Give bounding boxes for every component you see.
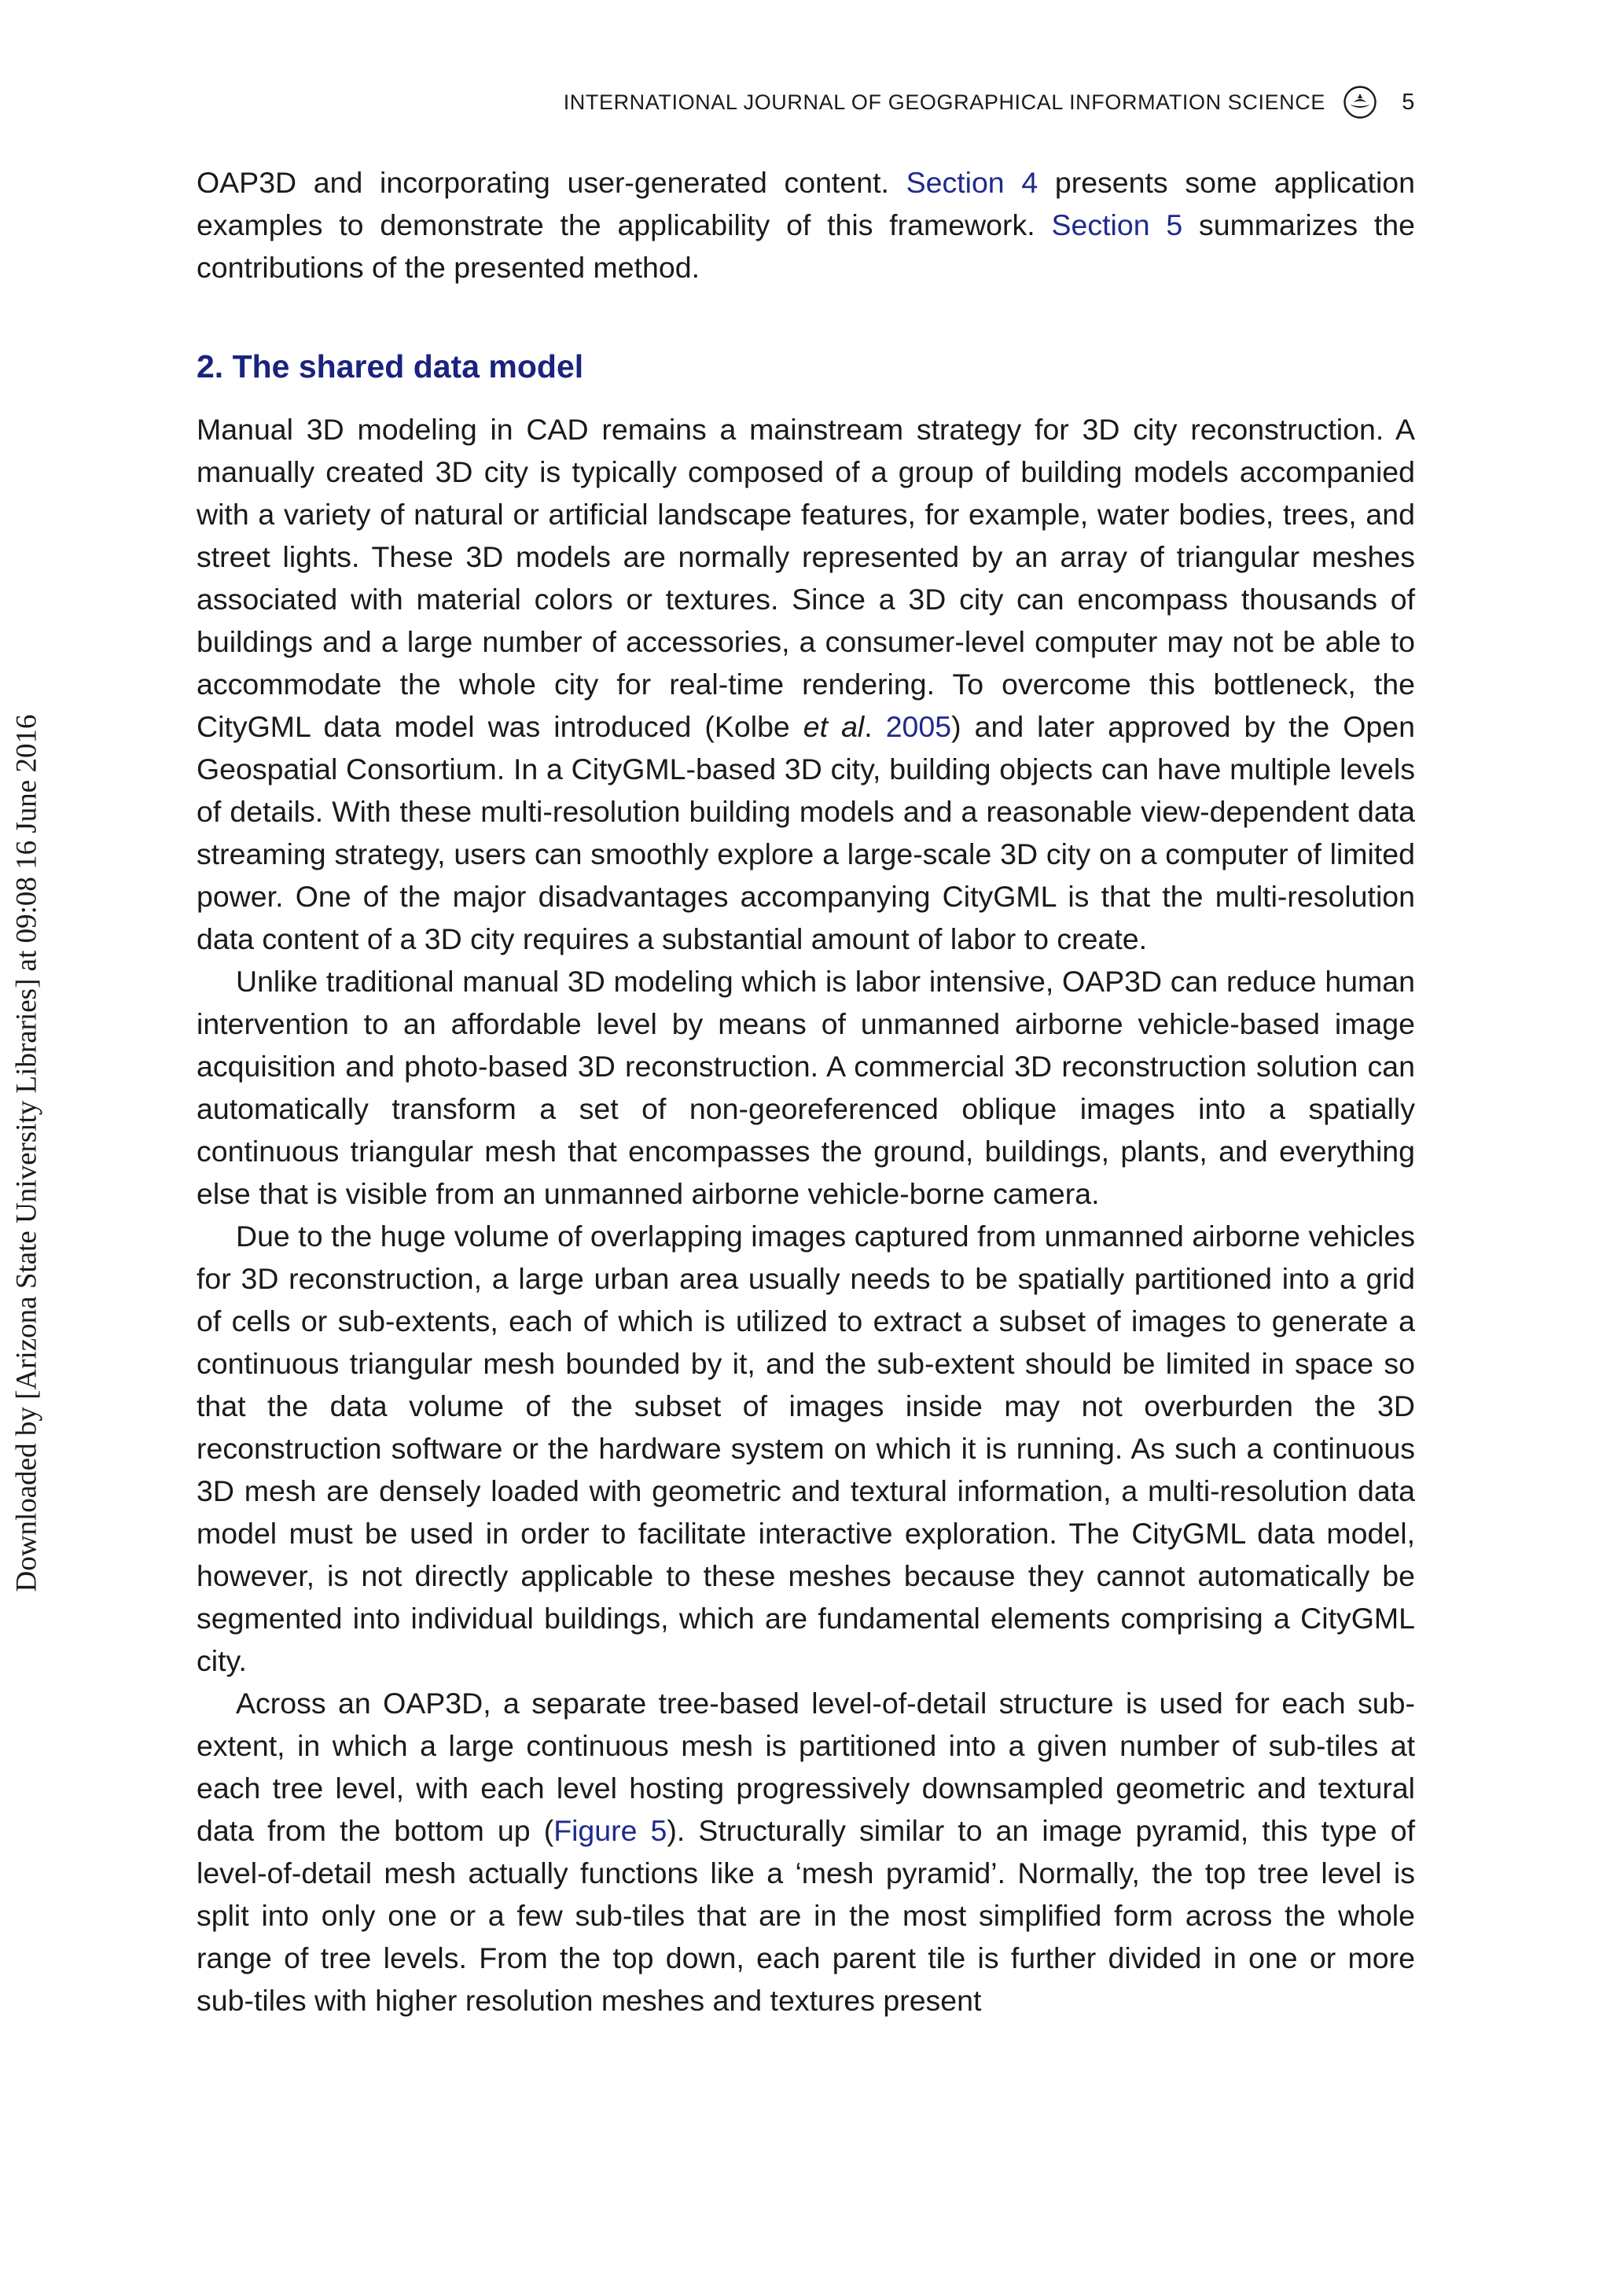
paragraph-1 <box>197 408 1415 960</box>
download-stamp-text: Downloaded by [Arizona State University Libraries] at 09:08 16 June 2016 <box>10 714 43 1591</box>
intro-text-2: presents some application examples to demonstrate the applicability of this framework. <box>197 166 1415 241</box>
section-5-link[interactable]: Section 5 <box>1051 208 1183 241</box>
paragraph-1-text-3: ) and later approved by the Open Geospatial Consortium. In a CityGML-based 3D city, building objects can have multiple levels of details. With these multi-resolution building models and a reasonable view-dependent data streaming strategy, users can smoothly explore a large-scale 3D city on a computer of limited power. One of the major disadvantages accompanying CityGML is that the multi-resolution data content of a 3D city requires a substantial amount of labor to create. <box>197 710 1415 955</box>
paragraph-4 <box>197 1682 1415 2022</box>
intro-paragraph <box>197 161 1415 289</box>
intro-text-1: OAP3D and incorporating user-generated content. <box>197 166 906 199</box>
download-stamp <box>5 657 49 1648</box>
paragraph-4-text-2: ). Structurally similar to an image pyramid, this type of level-of-detail mesh actually functions like a ‘mesh pyramid’. Normally, the top tree level is split into only one or a few sub-tiles that are in the most simplified form across the whole range of tree levels. From the top down, each parent tile is further divided in one or more sub-tiles with higher resolution meshes and textures present <box>197 1814 1415 2017</box>
section-heading: 2. The shared data model <box>197 348 584 385</box>
intro-text-3: summarizes the contributions of the presented method. <box>197 208 1415 284</box>
section-4-link[interactable]: Section 4 <box>906 166 1038 199</box>
paragraph-1-text-2: . <box>864 710 886 743</box>
page-number: 5 <box>1402 89 1415 115</box>
paragraph-1-text-1: Manual 3D modeling in CAD remains a mainstream strategy for 3D city reconstruction. A manually created 3D city is typically composed of a group of building models accompanied with a variety of natural or artificial landscape features, for example, water bodies, trees, and street lights. These 3D models are normally represented by an array of triangular meshes associated with material colors or textures. Since a 3D city can encompass thousands of buildings and a large number of accessories, a consumer-level computer may not be able to accommodate the whole city for real-time rendering. To overcome this bottleneck, the CityGML data model was introduced (Kolbe <box>197 413 1415 743</box>
et-al: et al <box>803 710 865 743</box>
journal-title: INTERNATIONAL JOURNAL OF GEOGRAPHICAL INFORMATION SCIENCE <box>563 90 1325 114</box>
paragraph-4-text-1: Across an OAP3D, a separate tree-based level-of-detail structure is used for each sub-extent, in which a large continuous mesh is partitioned into a given number of sub-tiles at each tree level, with each level hosting progressively downsampled geometric and textural data from the bottom up ( <box>197 1687 1415 1847</box>
journal-logo-icon <box>1343 85 1377 120</box>
page-body <box>197 161 1415 2022</box>
running-head <box>197 85 1415 120</box>
figure-5-link[interactable]: Figure 5 <box>553 1814 667 1847</box>
paragraph-3: Due to the huge volume of overlapping images captured from unmanned airborne vehicles for 3D reconstruction, a large urban area usually needs to be spatially partitioned into a grid of cells or sub-extents, each of which is utilized to extract a subset of images to generate a continuous triangular mesh bounded by it, and the sub-extent should be limited in space so that the data volume of the subset of images inside may not overburden the 3D reconstruction software or the hardware system on which it is running. As such a continuous 3D mesh are densely loaded with geometric and textural information, a multi-resolution data model must be used in order to facilitate interactive exploration. The CityGML data model, however, is not directly applicable to these meshes because they cannot automatically be segmented into individual buildings, which are fundamental elements comprising a CityGML city. <box>197 1220 1415 1677</box>
citation-2005-link[interactable]: 2005 <box>885 710 952 743</box>
paragraph-2: Unlike traditional manual 3D modeling which is labor intensive, OAP3D can reduce human intervention to an affordable level by means of unmanned airborne vehicle-based image acquisition and photo-based 3D reconstruction. A commercial 3D reconstruction solution can automatically transform a set of non-georeferenced oblique images into a spatially continuous triangular mesh that encompasses the ground, buildings, plants, and everything else that is visible from an unmanned airborne vehicle-borne camera. <box>197 965 1415 1210</box>
